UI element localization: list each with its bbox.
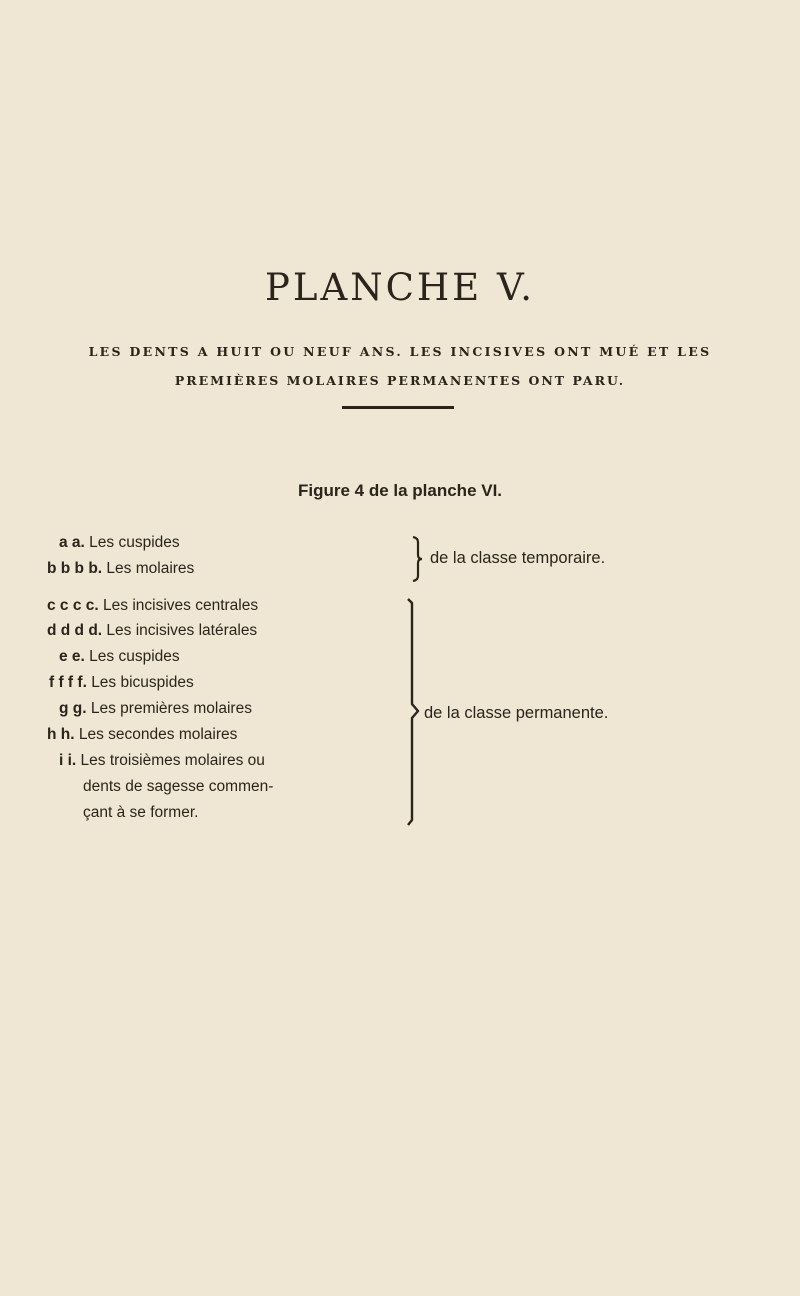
legend-text: Les premières molaires xyxy=(90,700,252,717)
legend-text: Les incisives latérales xyxy=(106,622,258,639)
legend-text: Les secondes molaires xyxy=(78,726,238,743)
legend-entry-f xyxy=(49,674,194,692)
legend-entry-c xyxy=(47,597,258,615)
legend-entry-continuation xyxy=(83,804,198,822)
legend-entry-g xyxy=(59,700,252,718)
subtitle-line-2: PREMIÈRES MOLAIRES PERMANENTES ONT PARU. xyxy=(174,373,626,388)
legend-text: Les molaires xyxy=(106,560,195,577)
legend-key: i i. xyxy=(59,752,77,769)
legend-key: e e. xyxy=(59,648,85,665)
legend-entry-i xyxy=(59,752,265,770)
brace-permanente xyxy=(406,598,422,826)
legend-entry-continuation xyxy=(83,778,273,796)
group-label-temporaire: de la classe temporaire. xyxy=(430,549,606,567)
legend-key: g g. xyxy=(59,700,87,717)
legend-text: Les troisièmes molaires ou xyxy=(80,752,265,769)
legend-entry-d xyxy=(47,622,257,640)
legend-key: f f f f. xyxy=(49,674,87,691)
legend-key: d d d d. xyxy=(47,622,103,639)
page-title: PLANCHE V. xyxy=(265,266,535,309)
figure-caption: Figure 4 de la planche VI. xyxy=(297,481,503,500)
legend-text: Les incisives centrales xyxy=(103,597,259,614)
legend-entry-a xyxy=(59,534,180,552)
legend-key: c c c c. xyxy=(47,597,99,614)
legend-key: b b b b. xyxy=(47,560,103,577)
divider-rule xyxy=(342,406,454,409)
legend-entry-h xyxy=(47,726,237,744)
group-label-permanente: de la classe permanente. xyxy=(424,704,609,722)
brace-temporaire xyxy=(410,536,424,582)
legend-key: h h. xyxy=(47,726,75,743)
legend-entry-e xyxy=(59,648,180,666)
legend-text: çant à se former. xyxy=(83,804,199,821)
legend-text: Les cuspides xyxy=(89,534,180,551)
legend-key: a a. xyxy=(59,534,85,551)
legend-entry-b xyxy=(47,560,194,578)
subtitle-line-1: LES DENTS A HUIT OU NEUF ANS. LES INCISIVES ONT MUÉ ET LES xyxy=(88,344,712,359)
legend-text: Les bicuspides xyxy=(91,674,194,691)
legend-text: Les cuspides xyxy=(89,648,180,665)
legend-text: dents de sagesse commen- xyxy=(83,778,274,795)
